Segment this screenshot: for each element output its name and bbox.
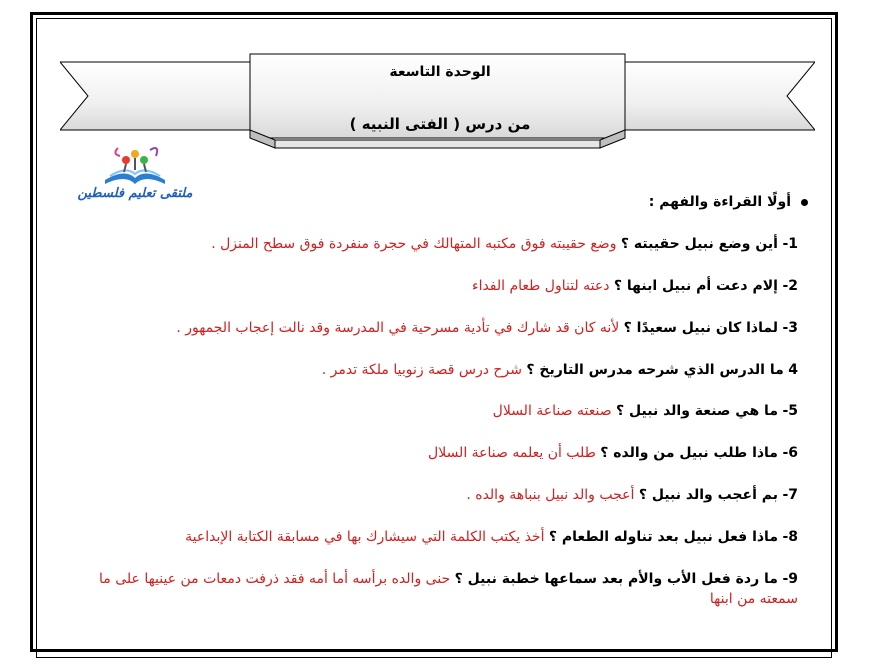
item-number: 9- [782, 571, 798, 587]
book-logo-icon [60, 138, 210, 188]
qa-item-9 [98, 569, 798, 609]
question: إلام دعت أم نبيل ابنها ؟ [613, 278, 778, 294]
answer: أخذ يكتب الكلمة التي سيشارك بها في مسابقة الكتابة الإبداعية [185, 529, 545, 545]
answer: شرح درس قصة زنوبيا ملكة تدمر . [321, 362, 522, 378]
question: بم أعجب والد نبيل ؟ [638, 487, 778, 503]
unit-title: الوحدة التاسعة [389, 64, 491, 80]
bullet-icon [801, 199, 808, 206]
item-number: 2- [782, 278, 798, 294]
logo-text: ملتقى تعليم فلسطين [77, 186, 193, 201]
question: أين وضع نبيل حقيبته ؟ [620, 236, 778, 252]
item-number: 1- [782, 236, 798, 252]
answer: لأنه كان قد شارك في تأدية مسرحية في المدرسة وقد نالت إعجاب الجمهور . [176, 320, 620, 336]
question: ماذا طلب نبيل من والده ؟ [600, 445, 778, 461]
item-number: 4 [788, 362, 798, 378]
answer: حنى والده برأسه أما أمه فقد ذرفت دمعات من عينيها على ما سمعته من ابنها [99, 571, 798, 607]
answer: وضع حقيبته فوق مكتبه المتهالك في حجرة منفردة فوق سطح المنزل . [211, 236, 617, 252]
qa-item-3 [98, 318, 798, 338]
question: ما الدرس الذي شرحه مدرس التاريخ ؟ [526, 362, 784, 378]
item-number: 7- [782, 487, 798, 503]
item-number: 6- [782, 445, 798, 461]
qa-item-5 [98, 401, 798, 421]
answer: طلب أن يعلمه صناعة السلال [428, 445, 596, 461]
answer: دعته لتناول طعام الفداء [471, 278, 610, 294]
qa-item-2 [98, 276, 798, 296]
qa-item-7 [98, 485, 798, 505]
question: لماذا كان نبيل سعيدًا ؟ [623, 320, 778, 336]
qa-item-8 [98, 527, 798, 547]
item-number: 8- [782, 529, 798, 545]
qa-item-1 [98, 234, 798, 254]
qa-item-4 [98, 360, 798, 380]
logo [60, 138, 210, 210]
answer: أعجب والد نبيل بنباهة والده . [466, 487, 635, 503]
section-title: أولًا القراءة والفهم : [648, 194, 791, 210]
question: ما ردة فعل الأب والأم بعد سماعها خطبة نبيل ؟ [454, 571, 778, 587]
qa-item-6 [98, 443, 798, 463]
question: ماذا فعل نبيل بعد تناوله الطعام ؟ [548, 529, 778, 545]
item-number: 5- [782, 403, 798, 419]
question: ما هي صنعة والد نبيل ؟ [616, 403, 778, 419]
answer: صنعته صناعة السلال [492, 403, 612, 419]
lesson-title: من درس ( الفتى النبيه ) [349, 115, 531, 133]
section-heading [649, 194, 808, 210]
item-number: 3- [782, 320, 798, 336]
